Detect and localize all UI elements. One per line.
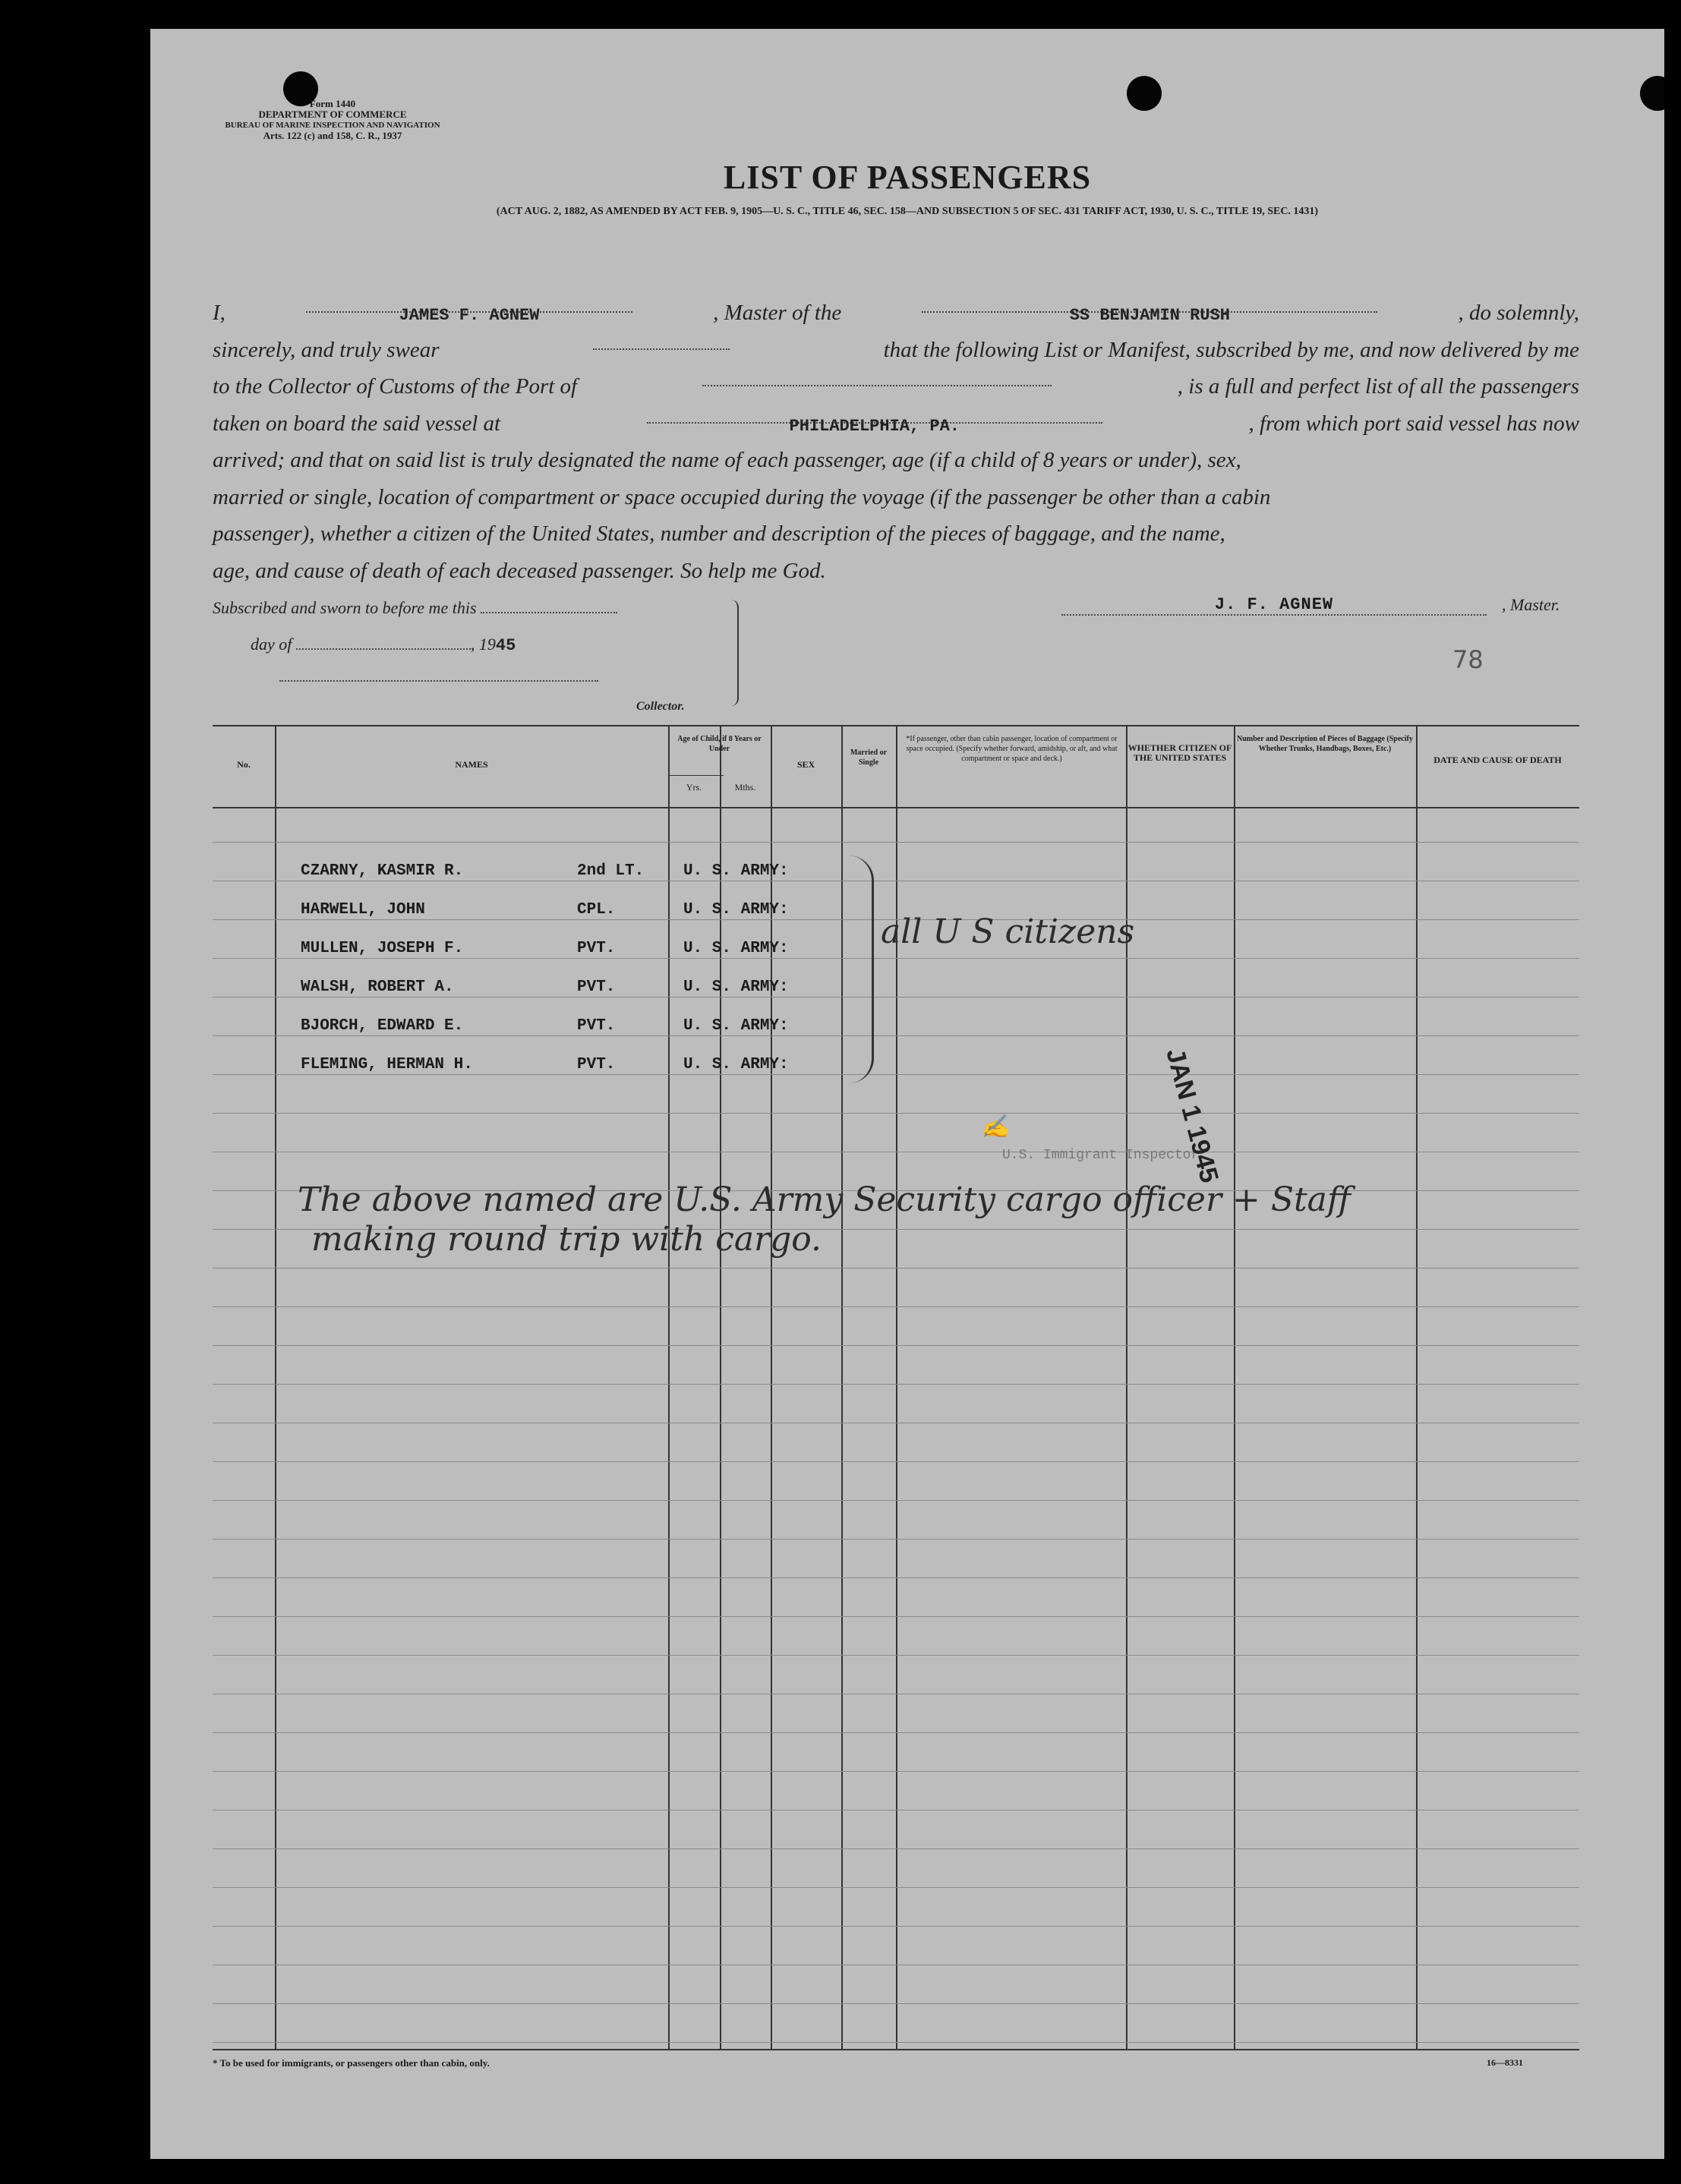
- oath-l3a: to the Collector of Customs of the Port of: [213, 374, 578, 399]
- passenger-name: CZARNY, KASMIR R.: [301, 862, 464, 880]
- date-stamp: JAN 1 1945: [1160, 1045, 1224, 1187]
- oath-master-of: , Master of the: [713, 301, 842, 325]
- table-rule: [213, 1345, 1579, 1346]
- year-prefix: , 19: [470, 635, 496, 654]
- sworn-day: [251, 632, 516, 655]
- passenger-unit: U. S. ARMY:: [683, 1056, 789, 1073]
- master-label: , Master.: [1502, 595, 1560, 614]
- form-header: [211, 99, 454, 141]
- table-row: [213, 975, 1579, 998]
- table-rule: [213, 1616, 1579, 1617]
- header-no: No.: [237, 759, 251, 770]
- master-signature-line: [1061, 595, 1487, 616]
- day-of-label: day of: [251, 635, 292, 654]
- table-rule: [213, 1848, 1579, 1849]
- header-citizen: WHETHER CITIZEN OF THE UNITED STATES: [1128, 742, 1232, 763]
- punch-hole: [1640, 76, 1664, 111]
- curly-bracket: [849, 856, 874, 1083]
- bureau: BUREAU OF MARINE INSPECTION AND NAVIGATION: [225, 121, 440, 130]
- table-rule: [213, 1926, 1579, 1927]
- sworn-line: [213, 595, 617, 618]
- passenger-rank: PVT.: [577, 979, 616, 996]
- table-rule: [213, 1306, 1579, 1307]
- table-rule: [213, 1113, 1579, 1114]
- passenger-name: BJORCH, EDWARD E.: [301, 1017, 464, 1035]
- table-rule: [213, 1732, 1579, 1733]
- page-title: LIST OF PASSENGERS: [723, 159, 1092, 196]
- inspector-stamp: U.S. Immigrant Inspector: [1002, 1148, 1200, 1163]
- header-baggage: Number and Description of Pieces of Baggage (Specify Whether Trunks, Handbags, Boxes, Etc.): [1237, 735, 1413, 753]
- table-rule: [213, 2042, 1579, 2043]
- table-row: [213, 1053, 1579, 1076]
- header-death: DATE AND CAUSE OF DEATH: [1433, 755, 1562, 765]
- passenger-table: [213, 725, 1579, 2050]
- table-row: [213, 859, 1579, 882]
- table-rule: [213, 1655, 1579, 1656]
- header-married: Married or Single: [850, 748, 888, 767]
- passenger-rank: 2nd LT.: [577, 862, 645, 880]
- form-number: Form 1440: [309, 98, 356, 109]
- passenger-unit: U. S. ARMY:: [683, 901, 789, 919]
- oath-l2b: that the following List or Manifest, subscribed by me, and now delivered by me: [883, 337, 1579, 362]
- passenger-unit: U. S. ARMY:: [683, 940, 789, 957]
- table-rule: [213, 1384, 1579, 1385]
- bracket: [731, 600, 739, 706]
- collector-line: [279, 680, 598, 682]
- header-names: NAMES: [455, 759, 488, 770]
- header-sex: SEX: [796, 759, 815, 770]
- year-value: 45: [495, 636, 516, 655]
- handwritten-note-line1: The above named are U.S. Army Security cargo officer + Staff: [298, 1180, 1351, 1219]
- page-number: 78: [1452, 645, 1484, 674]
- passenger-rank: CPL.: [577, 901, 616, 919]
- header-age: Age of Child, if 8 Years or Under: [677, 735, 762, 753]
- oath-text: [213, 295, 1579, 589]
- vessel-name: SS BENJAMIN RUSH: [1069, 306, 1230, 325]
- articles: Arts. 122 (c) and 158, C. R., 1937: [263, 130, 402, 141]
- oath-l6: married or single, location of compartment or space occupied during the voyage (if the passenger be other than a cabin: [213, 484, 1271, 509]
- table-row: [213, 1014, 1579, 1037]
- table-rule: [213, 1539, 1579, 1540]
- passenger-unit: U. S. ARMY:: [683, 862, 789, 880]
- passenger-rank: PVT.: [577, 1056, 616, 1073]
- collector-label: Collector.: [636, 700, 685, 713]
- oath-l4a: taken on board the said vessel at: [213, 411, 501, 436]
- passenger-name: FLEMING, HERMAN H.: [301, 1056, 473, 1073]
- oath-l1-end: , do solemnly,: [1458, 301, 1579, 325]
- table-rule: [213, 1500, 1579, 1501]
- oath-l4b: , from which port said vessel has now: [1248, 411, 1579, 436]
- passenger-list-form: [150, 29, 1664, 2159]
- port-name: PHILADELPHIA, PA.: [789, 416, 960, 436]
- oath-l8: age, and cause of death of each deceased passenger. So help me God.: [213, 558, 826, 583]
- passenger-name: WALSH, ROBERT A.: [301, 979, 454, 996]
- table-rule: [213, 1810, 1579, 1811]
- header-location: *If passenger, other than cabin passenger, location of compartment or space occupied. (Specify whether forward, amidship, or aft, and what compartment or space and deck.): [906, 735, 1118, 763]
- passenger-name: HARWELL, JOHN: [301, 901, 425, 919]
- department: DEPARTMENT OF COMMERCE: [258, 109, 407, 120]
- oath-l5: arrived; and that on said list is truly designated the name of each passenger, age (if a child of 8 years or under), sex,: [213, 448, 1241, 472]
- footnote: * To be used for immigrants, or passengers other than cabin, only.: [213, 2057, 490, 2069]
- master-signature: J. F. AGNEW: [1214, 595, 1334, 614]
- citizens-note: all U S citizens: [881, 912, 1135, 951]
- punch-hole: [1127, 76, 1162, 111]
- table-rule: [213, 1461, 1579, 1462]
- table-rule: [213, 1887, 1579, 1888]
- act-reference: (ACT AUG. 2, 1882, AS AMENDED BY ACT FEB. 9, 1905—U. S. C., TITLE 46, SEC. 158—AND SUBSECTION 5 OF SEC. 431 TARIFF ACT, 1930, U. S. C., TITLE 19, SEC. 1431): [496, 206, 1319, 217]
- oath-l3b: , is a full and perfect list of all the passengers: [1177, 374, 1579, 399]
- form-code: 16—8331: [1487, 2057, 1523, 2068]
- inspector-signature: ✍: [981, 1114, 1010, 1140]
- passenger-unit: U. S. ARMY:: [683, 979, 789, 996]
- oath-i: I,: [213, 301, 226, 325]
- passenger-name: MULLEN, JOSEPH F.: [301, 940, 464, 957]
- master-name: JAMES F. AGNEW: [399, 306, 540, 325]
- oath-l7: passenger), whether a citizen of the United States, number and description of the pieces of baggage, and the name,: [213, 522, 1225, 546]
- sworn-text: Subscribed and sworn to before me this: [213, 598, 477, 617]
- passenger-rank: PVT.: [577, 940, 616, 957]
- passenger-unit: U. S. ARMY:: [683, 1017, 789, 1035]
- table-rule: [213, 1577, 1579, 1578]
- header-yrs: Yrs.: [686, 782, 702, 793]
- table-rule: [213, 1771, 1579, 1772]
- table-rule: [213, 842, 1579, 843]
- oath-l2a: sincerely, and truly swear: [213, 337, 440, 362]
- table-rule: [213, 2003, 1579, 2004]
- passenger-rank: PVT.: [577, 1017, 616, 1035]
- header-mths: Mths.: [734, 782, 756, 793]
- handwritten-note-line2: making round trip with cargo.: [311, 1220, 822, 1259]
